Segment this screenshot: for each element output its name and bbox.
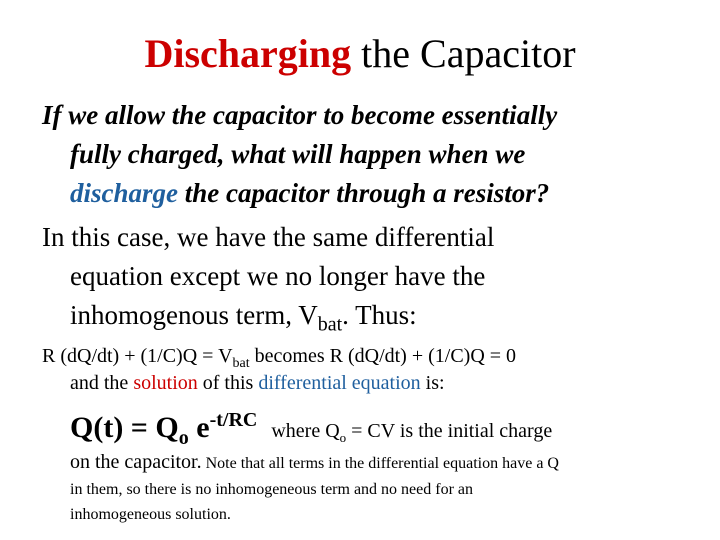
para-line-3-post: . Thus: [342,300,417,330]
solution-word: solution [133,372,198,394]
equation-text-a: and the [70,372,134,394]
capacitor-text: on the capacitor. [70,451,202,473]
note-line-2: in them, so there is no inhomogeneous term and no need for an [70,481,474,498]
equation-lhs: R (dQ/dt) + (1/C)Q = V [42,345,233,367]
solution-line-2 [70,451,559,476]
question-line-1: If we allow the capacitor to become essentially [42,100,558,130]
slide-title [0,30,720,78]
differential-equation-words: differential equation [258,372,421,394]
solution-formula [70,409,258,449]
formula-sub: o [178,427,189,449]
equation-text-b: of this [197,372,259,394]
equation-line-2 [70,370,445,396]
para-line-2: equation except we no longer have the [70,261,486,291]
note-text: Note that all terms in the differential equation have a Q [201,455,559,472]
title-rest: the Capacitor [351,31,576,76]
question-line-2: fully charged, what will happen when we [70,139,526,169]
equation-text-c: is: [420,372,445,394]
formula-mid: e [188,411,210,444]
where-post: = CV is the initial charge [346,420,553,442]
equation-lhs-sub: bat [232,356,250,371]
para-line-1: In this case, we have the same differential [42,222,495,252]
where-pre: where Q [271,420,340,442]
formula-pre: Q(t) = Q [70,411,179,444]
para-line-3-pre: inhomogenous term, V [70,300,318,330]
equation-rhs: R (dQ/dt) + (1/C)Q = 0 [329,345,517,367]
vbat-subscript: bat [317,313,343,336]
where-text [271,420,553,445]
formula-sup: -t/RC [209,409,258,431]
discharge-word: discharge [70,178,178,208]
para-line-3 [70,297,417,336]
solution-line [70,408,552,448]
where-sub: o [339,430,347,445]
question-line-3-rest: the capacitor through a resistor? [178,178,550,208]
title-highlight: Discharging [144,31,352,76]
equation-line [42,343,516,369]
question-line-3 [70,175,549,211]
note-line-3: inhomogeneous solution. [70,506,231,523]
equation-becomes: becomes [249,345,330,367]
